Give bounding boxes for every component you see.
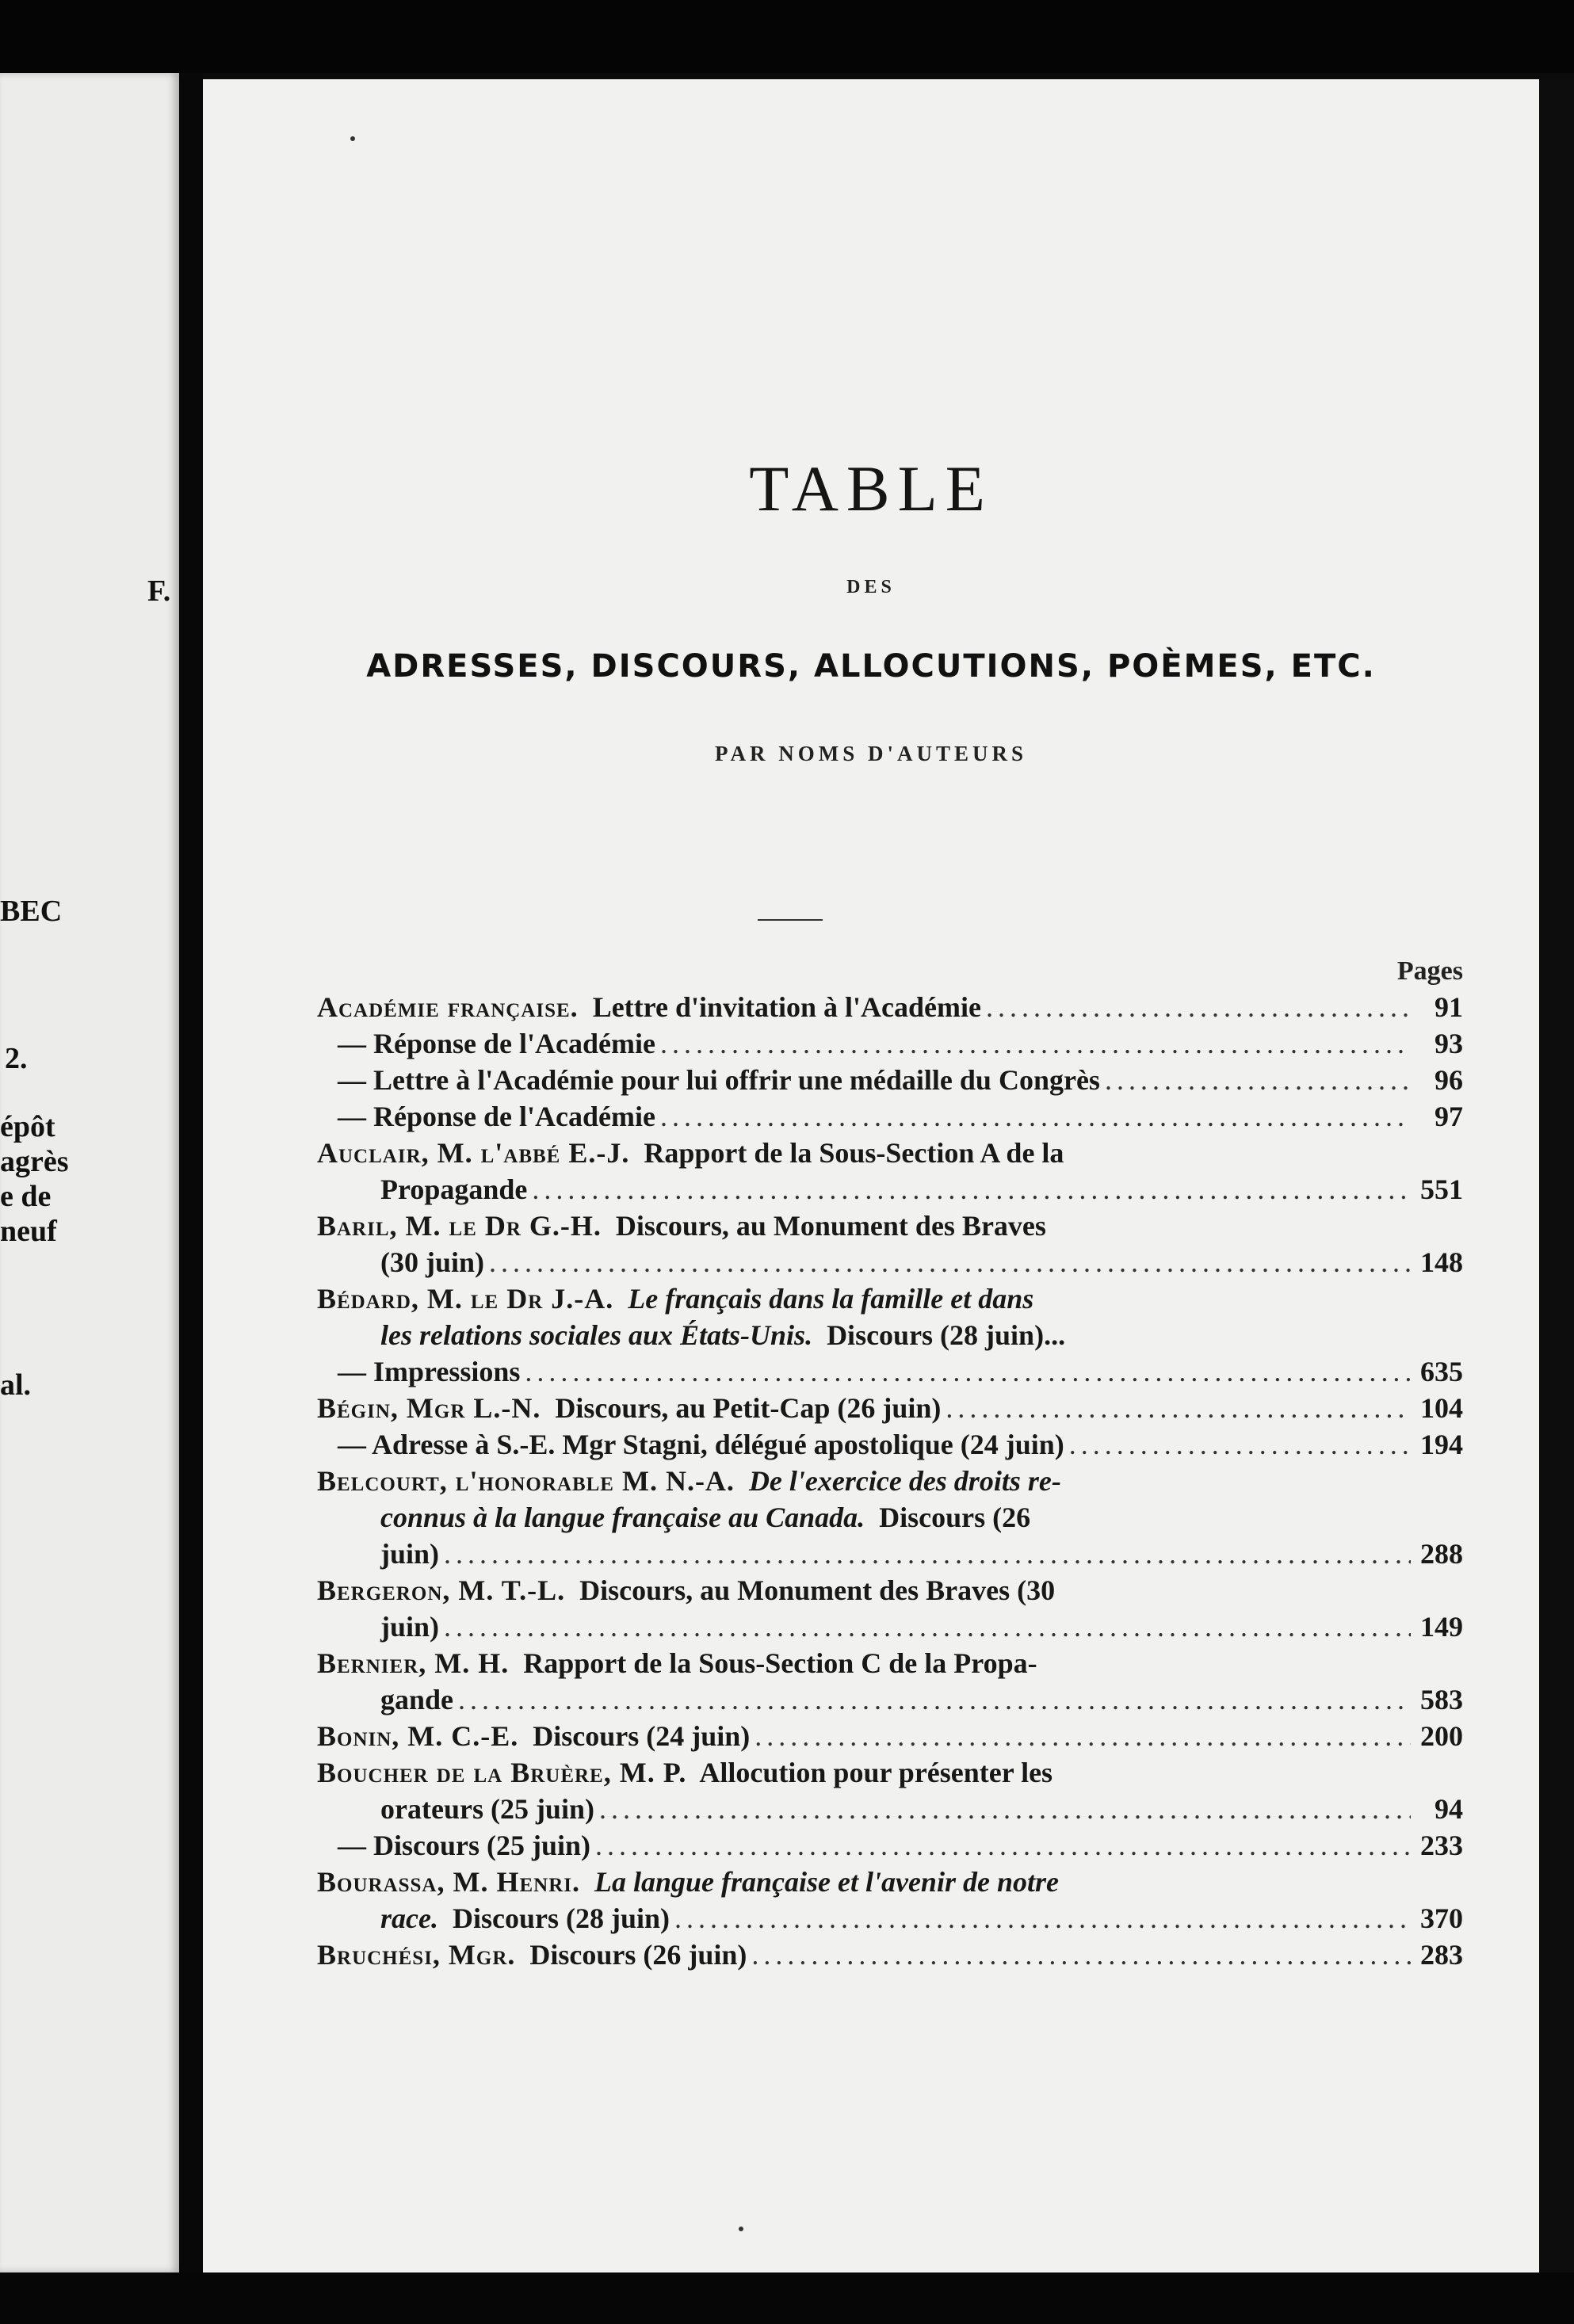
entry-title: juin) <box>380 1538 440 1570</box>
toc-entry-continuation <box>317 1536 1463 1572</box>
page-number: 233 <box>1420 1830 1463 1861</box>
left-fragment: neuf <box>0 1215 57 1248</box>
page-number: 194 <box>1420 1429 1463 1460</box>
entry-title: connus à la langue française au Canada. <box>380 1502 865 1533</box>
entry-title: Propagande <box>380 1173 528 1205</box>
toc-entry <box>317 1937 1463 1973</box>
page-number: 93 <box>1435 1028 1463 1059</box>
entry-title: (30 juin) <box>380 1246 485 1278</box>
page-number: 583 <box>1420 1684 1463 1715</box>
toc-entry <box>317 1463 1463 1499</box>
scan-speck <box>350 136 355 141</box>
entry-title: Discours, au Monument des Braves <box>615 1210 1046 1242</box>
entry-title: — Réponse de l'Académie <box>338 1028 655 1059</box>
toc-entry <box>317 1025 1463 1062</box>
left-fragment: e de <box>0 1180 52 1213</box>
entry-title: Lettre d'invitation à l'Académie <box>592 991 981 1023</box>
toc-entry-continuation <box>317 1900 1463 1937</box>
toc-entry-continuation <box>317 1681 1463 1718</box>
author-name: Baril, M. le Dr G.-H. <box>317 1210 602 1242</box>
entry-title: La langue française et l'avenir de notre <box>594 1866 1059 1898</box>
toc-entry <box>317 1098 1463 1135</box>
title-connector: DES <box>846 577 896 597</box>
toc-entry <box>317 1353 1463 1390</box>
entry-detail: Discours (26 <box>879 1502 1031 1533</box>
toc-entry <box>317 1208 1463 1244</box>
toc-entry <box>317 1864 1463 1900</box>
right-scan-border <box>1539 79 1574 2272</box>
left-fragment: agrès <box>0 1145 69 1178</box>
page-number: 148 <box>1420 1246 1463 1278</box>
toc-entry-continuation <box>317 1608 1463 1645</box>
author-name: Auclair, M. l'abbé E.-J. <box>317 1137 630 1169</box>
left-fragment: BEC <box>0 895 63 928</box>
author-name: Bergeron, M. T.-L. <box>317 1574 566 1606</box>
left-fragment: épôt <box>0 1110 55 1143</box>
entry-title: — Discours (25 juin) <box>338 1830 591 1861</box>
entry-title: — Impressions <box>338 1356 521 1387</box>
page-number: 200 <box>1420 1720 1463 1752</box>
toc-entry-continuation <box>317 1244 1463 1280</box>
author-name: Bruchési, Mgr. <box>317 1939 516 1971</box>
separator-rule <box>758 919 823 921</box>
book-gutter <box>179 73 203 2272</box>
toc-entry <box>317 1827 1463 1864</box>
author-name: Boucher de la Bruère, M. P. <box>317 1757 687 1788</box>
entry-title: Discours, au Petit-Cap (26 juin) <box>555 1392 942 1424</box>
entry-title: gande <box>380 1684 454 1715</box>
entry-title: De l'exercice des droits re- <box>748 1465 1061 1497</box>
toc-entry <box>317 1754 1463 1791</box>
entry-title: Discours (26 juin) <box>529 1939 747 1971</box>
page-number: 97 <box>1435 1101 1463 1132</box>
page-number: 91 <box>1435 991 1463 1023</box>
toc-entry-continuation <box>317 1317 1463 1353</box>
author-name: Bourassa, M. Henri. <box>317 1866 580 1898</box>
page-number: 370 <box>1420 1902 1463 1934</box>
toc-entry-continuation <box>317 1171 1463 1208</box>
entry-title: Allocution pour présenter les <box>699 1757 1053 1788</box>
entry-title: race. <box>380 1902 438 1934</box>
ordering-note: PAR NOMS D'AUTEURS <box>714 742 1027 765</box>
author-name: Belcourt, l'honorable M. N.-A. <box>317 1465 735 1497</box>
page-number: 288 <box>1420 1538 1463 1570</box>
toc-entry <box>317 989 1463 1025</box>
scan-speck <box>739 2227 743 2231</box>
toc-entry <box>317 1426 1463 1463</box>
author-name: Bernier, M. H. <box>317 1647 510 1679</box>
author-name: Bégin, Mgr L.-N. <box>317 1392 541 1424</box>
entry-detail: Discours (28 juin) <box>452 1902 670 1934</box>
table-of-contents <box>317 989 1463 1973</box>
page-number: 94 <box>1435 1793 1463 1825</box>
page-number: 104 <box>1420 1392 1463 1424</box>
toc-entry-continuation <box>317 1791 1463 1827</box>
entry-title: Discours (24 juin) <box>533 1720 751 1752</box>
entry-title: Rapport de la Sous-Section A de la <box>644 1137 1064 1169</box>
entry-title: Rapport de la Sous-Section C de la Propa- <box>523 1647 1037 1679</box>
left-fragment: F. <box>147 574 171 608</box>
toc-entry <box>317 1280 1463 1317</box>
page-number: 283 <box>1420 1939 1463 1971</box>
entry-title: Discours, au Monument des Braves (30 <box>579 1574 1056 1606</box>
entry-detail: Discours (28 juin)... <box>827 1319 1066 1351</box>
entry-title: — Adresse à S.-E. Mgr Stagni, délégué apostolique (24 juin) <box>338 1429 1064 1460</box>
entry-title: juin) <box>380 1611 440 1643</box>
page-number: 551 <box>1420 1173 1463 1205</box>
author-name: Bédard, M. le Dr J.-A. <box>317 1283 614 1315</box>
page-number: 635 <box>1420 1356 1463 1387</box>
entry-title: — Lettre à l'Académie pour lui offrir une médaille du Congrès <box>338 1064 1100 1096</box>
toc-entry <box>317 1390 1463 1426</box>
author-name: Bonin, M. C.-E. <box>317 1720 519 1752</box>
page-number: 96 <box>1435 1064 1463 1096</box>
facing-page-fragment <box>0 73 179 2272</box>
toc-entry <box>317 1645 1463 1681</box>
entry-title: orateurs (25 juin) <box>380 1793 594 1825</box>
page-subtitle: ADRESSES, DISCOURS, ALLOCUTIONS, POÈMES, ETC. <box>366 648 1376 685</box>
table-page <box>203 79 1539 2272</box>
entry-title: Le français dans la famille et dans <box>628 1283 1034 1315</box>
toc-entry <box>317 1062 1463 1098</box>
toc-entry <box>317 1718 1463 1754</box>
entry-title: les relations sociales aux États-Unis. <box>380 1319 813 1351</box>
toc-entry <box>317 1135 1463 1171</box>
page-title: TABLE <box>749 452 993 525</box>
author-name: Académie française. <box>317 991 579 1023</box>
top-scan-border <box>0 0 1574 73</box>
toc-entry <box>317 1572 1463 1608</box>
entry-title: — Réponse de l'Académie <box>338 1101 655 1132</box>
toc-entry-continuation <box>317 1499 1463 1536</box>
pages-column-header: Pages <box>1396 956 1463 986</box>
left-fragment: 2. <box>5 1042 28 1075</box>
left-fragment: al. <box>0 1368 32 1402</box>
bottom-scan-border <box>0 2272 1574 2324</box>
page-number: 149 <box>1420 1611 1463 1643</box>
